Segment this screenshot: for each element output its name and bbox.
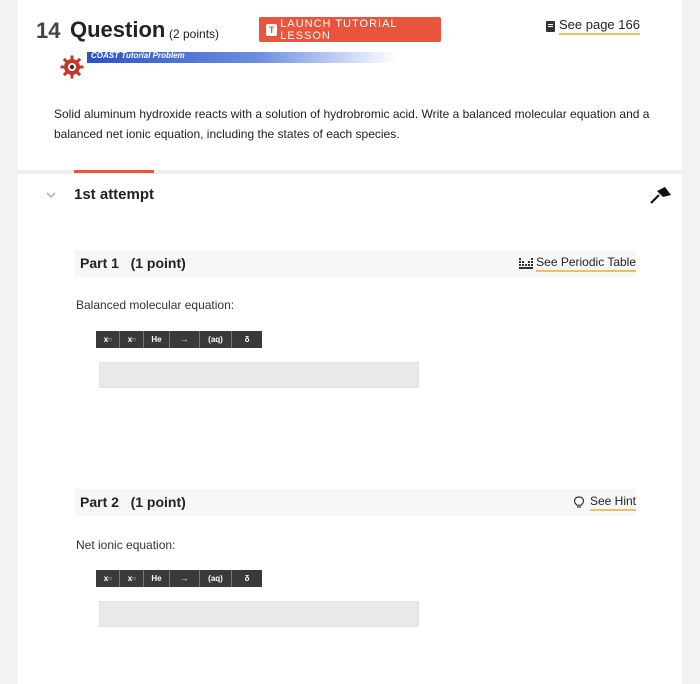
section-divider-accent — [74, 170, 154, 173]
delta-button[interactable]: δ — [244, 574, 250, 583]
launch-tutorial-button[interactable] — [259, 17, 441, 42]
tutorial-badge — [87, 52, 397, 63]
see-page-label: See page 166 — [559, 17, 640, 35]
problem-statement: Solid aluminum hydroxide reacts with a solution of hydrobromic acid. Write a balanced molecular equation and a balanced net ionic equation, including the states of each species. — [54, 107, 650, 141]
part-1-equation-toolbar — [96, 331, 262, 348]
part-2-header — [75, 489, 636, 516]
tutorial-icon: T — [266, 24, 277, 36]
superscript-button[interactable]: x □ — [96, 331, 120, 348]
book-icon — [546, 21, 555, 32]
part-1-title: Part 1 (1 point) — [80, 255, 186, 271]
attempt-label: 1st attempt — [74, 186, 155, 203]
chevron-down-icon[interactable] — [45, 189, 57, 201]
see-hint-link[interactable] — [573, 494, 636, 511]
lightbulb-icon — [573, 496, 585, 509]
element-button[interactable]: He — [144, 331, 170, 348]
see-hint-label: See Hint — [590, 494, 636, 511]
state-aq-button[interactable]: (aq) — [200, 331, 232, 348]
part-1-answer-input[interactable] — [99, 362, 419, 388]
question-number: 14 — [36, 18, 61, 43]
element-button[interactable]: He — [144, 570, 170, 587]
superscript-button[interactable]: x □ — [96, 570, 120, 587]
see-periodic-table-label: See Periodic Table — [536, 255, 636, 272]
pin-icon[interactable] — [649, 185, 673, 205]
part-1-header — [75, 250, 636, 277]
delta-button[interactable]: δ — [244, 335, 250, 344]
see-periodic-table-link[interactable] — [519, 255, 636, 272]
launch-tutorial-label: LAUNCH TUTORIAL LESSON — [280, 17, 398, 42]
question-heading: Question — [70, 17, 166, 42]
gear-icon — [60, 55, 84, 79]
part-2-equation-toolbar — [96, 570, 262, 587]
tutorial-badge-label: COAST Tutorial Problem — [91, 51, 185, 60]
part-2-label: Net ionic equation: — [76, 538, 176, 552]
subscript-button[interactable]: x □ — [120, 570, 144, 587]
part-1-label: Balanced molecular equation: — [76, 298, 235, 312]
part-2-answer-input[interactable] — [99, 601, 419, 627]
reaction-arrow-button[interactable]: → — [170, 331, 200, 348]
state-aq-button[interactable]: (aq) — [200, 570, 232, 587]
see-page-link[interactable] — [546, 17, 640, 35]
question-points: (2 points) — [169, 27, 220, 41]
reaction-arrow-button[interactable]: → — [170, 570, 200, 587]
subscript-button[interactable]: x □ — [120, 331, 144, 348]
periodic-table-icon — [519, 258, 533, 269]
part-2-title: Part 2 (1 point) — [80, 494, 186, 510]
